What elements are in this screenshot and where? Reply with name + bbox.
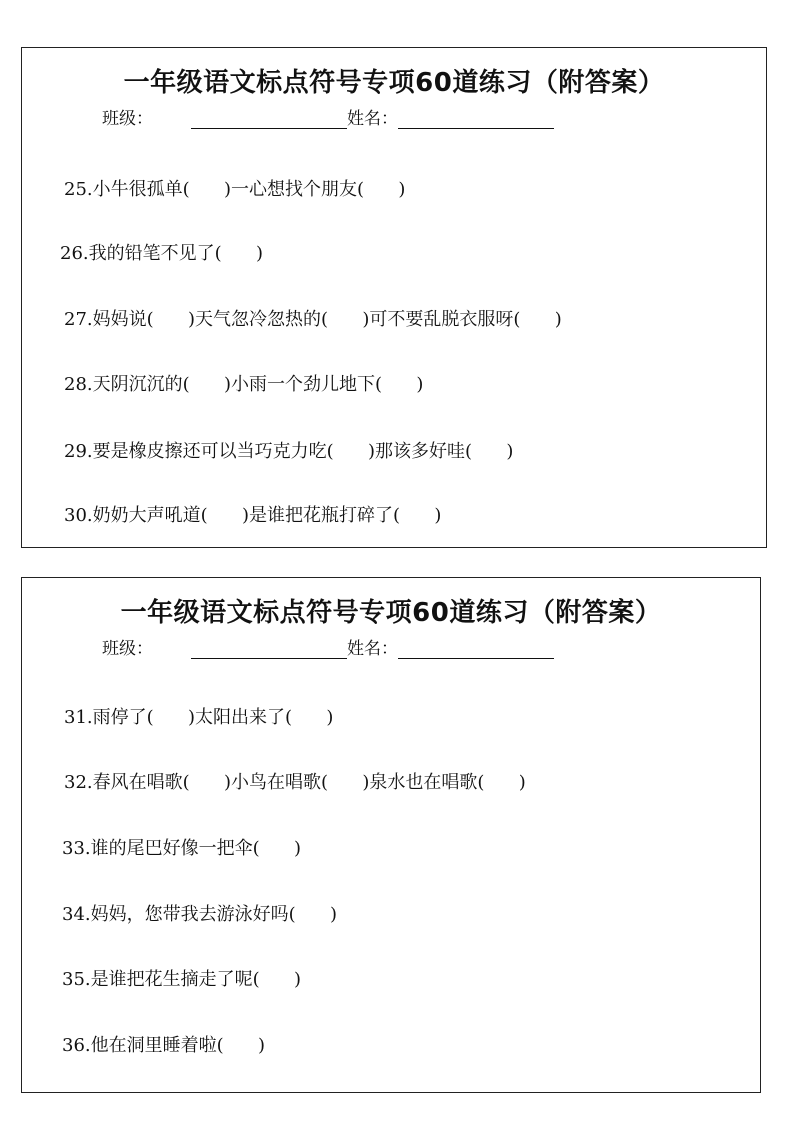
- worksheet-card-2: [21, 577, 761, 1093]
- name-label: 姓名：: [347, 639, 398, 659]
- class-label: 班级：: [102, 639, 153, 659]
- name-label: 姓名：: [347, 109, 398, 129]
- class-label: 班级：: [102, 109, 153, 129]
- question-item: 25.小牛很孤单( )一心想找个朋友( ): [64, 179, 406, 200]
- class-blank[interactable]: [191, 640, 347, 659]
- worksheet-title: 一年级语文标点符号专项60道练习（附答案）: [123, 68, 665, 98]
- question-item: 34.妈妈，您带我去游泳好吗( ): [62, 904, 337, 925]
- student-info-row: [102, 634, 554, 659]
- student-info-row: [102, 104, 554, 129]
- question-item: 28.天阴沉沉的( )小雨一个劲儿地下( ): [64, 374, 424, 395]
- question-item: 31.雨停了( )太阳出来了( ): [64, 707, 334, 728]
- worksheet-title: 一年级语文标点符号专项60道练习（附答案）: [120, 598, 662, 628]
- question-item: 36.他在洞里睡着啦( ): [62, 1035, 266, 1056]
- class-blank[interactable]: [191, 110, 347, 129]
- question-item: 33.谁的尾巴好像一把伞( ): [62, 838, 302, 859]
- question-item: 27.妈妈说( )天气忽冷忽热的( )可不要乱脱衣服呀( ): [64, 309, 562, 330]
- name-blank[interactable]: [398, 640, 554, 659]
- question-item: 29.要是橡皮擦还可以当巧克力吃( )那该多好哇( ): [64, 441, 514, 462]
- name-blank[interactable]: [398, 110, 554, 129]
- worksheet-card-1: [21, 47, 767, 548]
- question-item: 32.春风在唱歌( )小鸟在唱歌( )泉水也在唱歌( ): [64, 772, 526, 793]
- question-item: 26.我的铅笔不见了( ): [60, 243, 264, 264]
- question-item: 35.是谁把花生摘走了呢( ): [62, 969, 302, 990]
- question-item: 30.奶奶大声吼道( )是谁把花瓶打碎了( ): [64, 505, 442, 526]
